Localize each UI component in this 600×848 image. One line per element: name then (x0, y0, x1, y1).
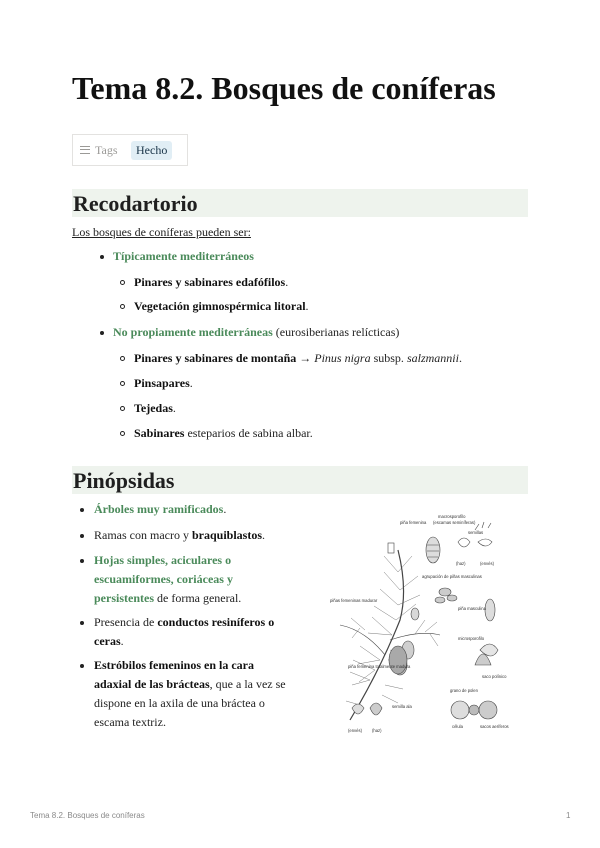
intro-text: Los bosques de coníferas pueden ser: (72, 225, 251, 239)
species-name: Pinus nigra (314, 351, 371, 365)
item-rest: . (223, 502, 227, 516)
item-rest: . (172, 401, 176, 415)
tags-property[interactable] (73, 143, 131, 158)
list-item (134, 400, 176, 416)
figure-label: semillas (468, 530, 484, 535)
item-rest: esteparios de sabina albar. (184, 426, 313, 440)
pine-illustration (330, 510, 520, 738)
figure-label: (haz) (372, 728, 382, 733)
properties-block (72, 134, 188, 166)
figure-label: (envés) (480, 561, 494, 566)
tags-label: Tags (95, 142, 118, 157)
figure-label: agrupación de piñas masculinas (422, 574, 482, 579)
list-item (134, 298, 309, 314)
item-rest: , que a la vez se (209, 677, 286, 691)
figure-label: piña femenina totalmente madura (348, 664, 411, 669)
list-item (113, 248, 254, 264)
list-item-line (94, 695, 265, 711)
item-rest: . (189, 376, 193, 390)
item-text: Ramas con macro y (94, 528, 192, 542)
footer-title: Tema 8.2. Bosques de coníferas (30, 811, 145, 820)
figure-label: sacos aeríferos (480, 724, 509, 729)
list-item (94, 657, 254, 673)
seeds (475, 522, 491, 530)
item-label: Árboles muy ramificados (94, 502, 224, 516)
figure-label: célula (452, 724, 463, 729)
item-label: escuamiformes, coriáceas y (94, 572, 233, 586)
figure-label: macrosporofilo (438, 514, 466, 519)
item-label: Vegetación gimnospérmica litoral (134, 299, 306, 313)
heading-text: Recodartorio (73, 191, 198, 216)
list-item (94, 527, 265, 543)
sub-bullet (120, 381, 125, 386)
bullet (80, 534, 84, 538)
list-item-line (94, 590, 241, 606)
branch-line (340, 625, 385, 655)
list-icon (80, 146, 90, 154)
sub-bullet (120, 431, 125, 436)
item-rest: . (262, 528, 265, 542)
item-label: Pinsapares (134, 376, 190, 390)
scale-enves (478, 539, 492, 546)
seed (370, 703, 382, 715)
item-label: Hojas simples, aciculares o (94, 553, 232, 567)
list-item (134, 425, 313, 441)
cone (411, 608, 419, 620)
mature-cone (389, 646, 407, 674)
figure-label: (envés) (348, 728, 362, 733)
item-bold: conductos resiníferos o (157, 615, 275, 629)
item-rest: . (305, 299, 309, 313)
figure-label: microsporofilo (458, 636, 485, 641)
figure-label: piña femenina (400, 520, 427, 525)
item-label: Sabinares (134, 426, 185, 440)
item-label: Pinares y sabinares edafófilos (134, 275, 286, 289)
bullet (80, 664, 84, 668)
item-bold: ceras (94, 634, 121, 648)
status-tag[interactable]: Hecho (131, 141, 172, 160)
figure-label: (escamas seminíferas) (433, 520, 476, 525)
item-label: Pinares y sabinares de montaña (134, 351, 297, 365)
item-text: dispone en la axila de una bráctea o (94, 696, 265, 710)
figure-label: piña masculina (458, 606, 486, 611)
male-cones (435, 597, 445, 603)
item-rest: . (458, 351, 462, 365)
item-label: Tejedas (134, 401, 173, 415)
sub-bullet (120, 406, 125, 411)
sub-bullet (120, 304, 125, 309)
male-cones (439, 588, 451, 596)
item-label: No propiamente mediterráneas (113, 325, 273, 339)
list-item (94, 552, 231, 568)
item-rest: de forma general. (154, 591, 242, 605)
section-heading-recordatorio (72, 189, 528, 217)
male-cones (447, 595, 457, 601)
page-title: Tema 8.2. Bosques de coníferas (72, 70, 496, 106)
female-cone (426, 537, 440, 563)
pollen-body (469, 705, 479, 715)
figure-label: (haz) (456, 561, 466, 566)
item-label: persistentes (94, 591, 154, 605)
list-item (134, 375, 193, 391)
item-rest: . (120, 634, 124, 648)
item-label: Típicamente mediterráneos (113, 249, 254, 263)
sub-bullet (120, 356, 125, 361)
pollen-grain (479, 701, 497, 719)
item-rest: . (285, 275, 289, 289)
list-item (134, 350, 462, 366)
bud (388, 543, 394, 553)
list-item (134, 274, 288, 290)
subspecies-name: salzmannii (406, 351, 459, 365)
figure-label: semilla ala (392, 704, 412, 709)
bullet (80, 621, 84, 625)
list-item-line (94, 676, 286, 692)
item-text: escama textriz. (94, 715, 166, 729)
pollen-grain (451, 701, 469, 719)
list-item (94, 501, 226, 517)
bullet (100, 331, 104, 335)
item-bold: Estróbilos femeninos en la cara (94, 658, 254, 672)
item-bold: adaxial de las brácteas (94, 677, 210, 691)
list-item-line (94, 714, 166, 730)
list-item-line (94, 571, 233, 587)
sub-bullet (120, 280, 125, 285)
subsp-text: subsp. (370, 351, 407, 365)
figure-label: piñas femeninas madurar (330, 598, 378, 603)
scale-haz (458, 538, 470, 547)
list-item (94, 614, 274, 630)
figure-label: grano de polen (450, 688, 478, 693)
arrow-text: → (296, 351, 315, 365)
branch-line (390, 633, 440, 640)
male-cone (485, 599, 495, 621)
list-item-line (94, 633, 124, 649)
figure-label: saco polínico (482, 674, 507, 679)
bullet (100, 255, 104, 259)
bullet (80, 559, 84, 563)
list-item (113, 324, 399, 340)
page-number: 1 (566, 811, 571, 820)
branch-line (350, 550, 404, 720)
item-rest: (eurosiberianas relícticas) (272, 325, 400, 339)
bullet (80, 508, 84, 512)
item-bold: braquiblastos (191, 528, 262, 542)
item-text: Presencia de (94, 615, 158, 629)
section-heading-pinopsidas (72, 466, 528, 494)
heading-text: Pinópsidas (73, 468, 175, 493)
